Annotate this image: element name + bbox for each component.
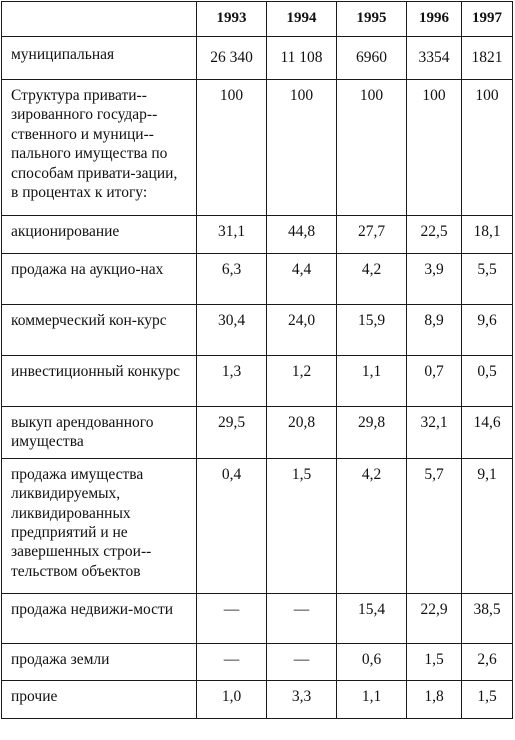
privatization-table bbox=[1, 1, 513, 719]
table-row bbox=[2, 356, 513, 407]
value-cell: 1,5 bbox=[267, 458, 337, 593]
header-cell-year: 1996 bbox=[407, 2, 462, 37]
value-cell: 27,7 bbox=[337, 216, 407, 254]
value-cell: 5,7 bbox=[407, 458, 462, 593]
row-label: выкуп арендованного имущества bbox=[2, 407, 197, 459]
value-cell: 100 bbox=[407, 80, 462, 216]
row-label: коммерческий кон-курс bbox=[2, 305, 197, 356]
value-cell: 100 bbox=[337, 80, 407, 216]
value-cell: 24,0 bbox=[267, 305, 337, 356]
table-row bbox=[2, 80, 513, 216]
table-row bbox=[2, 593, 513, 643]
value-cell: 29,8 bbox=[337, 407, 407, 459]
value-cell: 18,1 bbox=[462, 216, 513, 254]
value-cell: 30,4 bbox=[197, 305, 267, 356]
value-cell: 20,8 bbox=[267, 407, 337, 459]
table-row bbox=[2, 643, 513, 680]
row-label: продажа на аукцио-нах bbox=[2, 254, 197, 305]
value-cell: 11 108 bbox=[267, 37, 337, 80]
value-cell: 14,6 bbox=[462, 407, 513, 459]
value-cell: 3,3 bbox=[267, 680, 337, 718]
value-cell: 1,5 bbox=[407, 643, 462, 680]
value-cell: 22,9 bbox=[407, 593, 462, 643]
row-label: прочие bbox=[2, 680, 197, 718]
header-cell-year: 1994 bbox=[267, 2, 337, 37]
value-cell: 6960 bbox=[337, 37, 407, 80]
table-row bbox=[2, 216, 513, 254]
header-row bbox=[2, 2, 513, 37]
value-cell: 100 bbox=[267, 80, 337, 216]
value-cell: — bbox=[197, 593, 267, 643]
row-label: инвестиционный конкурс bbox=[2, 356, 197, 407]
privatization-table-container bbox=[1, 1, 513, 719]
value-cell: 0,6 bbox=[337, 643, 407, 680]
table-row bbox=[2, 458, 513, 593]
value-cell: 15,4 bbox=[337, 593, 407, 643]
value-cell: 5,5 bbox=[462, 254, 513, 305]
table-body bbox=[2, 37, 513, 719]
value-cell: 1,5 bbox=[462, 680, 513, 718]
value-cell: 4,2 bbox=[337, 458, 407, 593]
row-label: продажа имущества ликвидируемых, ликвидированных предприятий и не завершенных строи-тельством объектов bbox=[2, 458, 197, 593]
header-cell-year: 1993 bbox=[197, 2, 267, 37]
row-label: муниципальная bbox=[2, 37, 197, 80]
value-cell: — bbox=[267, 643, 337, 680]
value-cell: 0,5 bbox=[462, 356, 513, 407]
value-cell: — bbox=[267, 593, 337, 643]
table-row bbox=[2, 407, 513, 459]
value-cell: 32,1 bbox=[407, 407, 462, 459]
table-row bbox=[2, 254, 513, 305]
value-cell: 4,2 bbox=[337, 254, 407, 305]
table-row bbox=[2, 305, 513, 356]
row-label: Структура привати-зированного государ-ственного и муници-пального имущества по способам привати-зации, в процентах к итогу: bbox=[2, 80, 197, 216]
value-cell: 0,4 bbox=[197, 458, 267, 593]
value-cell: 44,8 bbox=[267, 216, 337, 254]
value-cell: 3,9 bbox=[407, 254, 462, 305]
value-cell: 8,9 bbox=[407, 305, 462, 356]
value-cell: 15,9 bbox=[337, 305, 407, 356]
value-cell: 26 340 bbox=[197, 37, 267, 80]
value-cell: 22,5 bbox=[407, 216, 462, 254]
value-cell: 4,4 bbox=[267, 254, 337, 305]
value-cell: 1,3 bbox=[197, 356, 267, 407]
value-cell: 1821 bbox=[462, 37, 513, 80]
value-cell: 0,7 bbox=[407, 356, 462, 407]
value-cell: 100 bbox=[462, 80, 513, 216]
value-cell: 9,1 bbox=[462, 458, 513, 593]
value-cell: 9,6 bbox=[462, 305, 513, 356]
table-row bbox=[2, 37, 513, 80]
value-cell: 6,3 bbox=[197, 254, 267, 305]
row-label: продажа земли bbox=[2, 643, 197, 680]
row-label: акционирование bbox=[2, 216, 197, 254]
row-label: продажа недвижи-мости bbox=[2, 593, 197, 643]
value-cell: 2,6 bbox=[462, 643, 513, 680]
header-cell-empty bbox=[2, 2, 197, 37]
value-cell: 1,1 bbox=[337, 356, 407, 407]
header-cell-year: 1997 bbox=[462, 2, 513, 37]
value-cell: 1,2 bbox=[267, 356, 337, 407]
value-cell: 29,5 bbox=[197, 407, 267, 459]
value-cell: 1,0 bbox=[197, 680, 267, 718]
value-cell: — bbox=[197, 643, 267, 680]
value-cell: 1,1 bbox=[337, 680, 407, 718]
value-cell: 100 bbox=[197, 80, 267, 216]
value-cell: 38,5 bbox=[462, 593, 513, 643]
table-row bbox=[2, 680, 513, 718]
value-cell: 3354 bbox=[407, 37, 462, 80]
header-cell-year: 1995 bbox=[337, 2, 407, 37]
value-cell: 1,8 bbox=[407, 680, 462, 718]
value-cell: 31,1 bbox=[197, 216, 267, 254]
